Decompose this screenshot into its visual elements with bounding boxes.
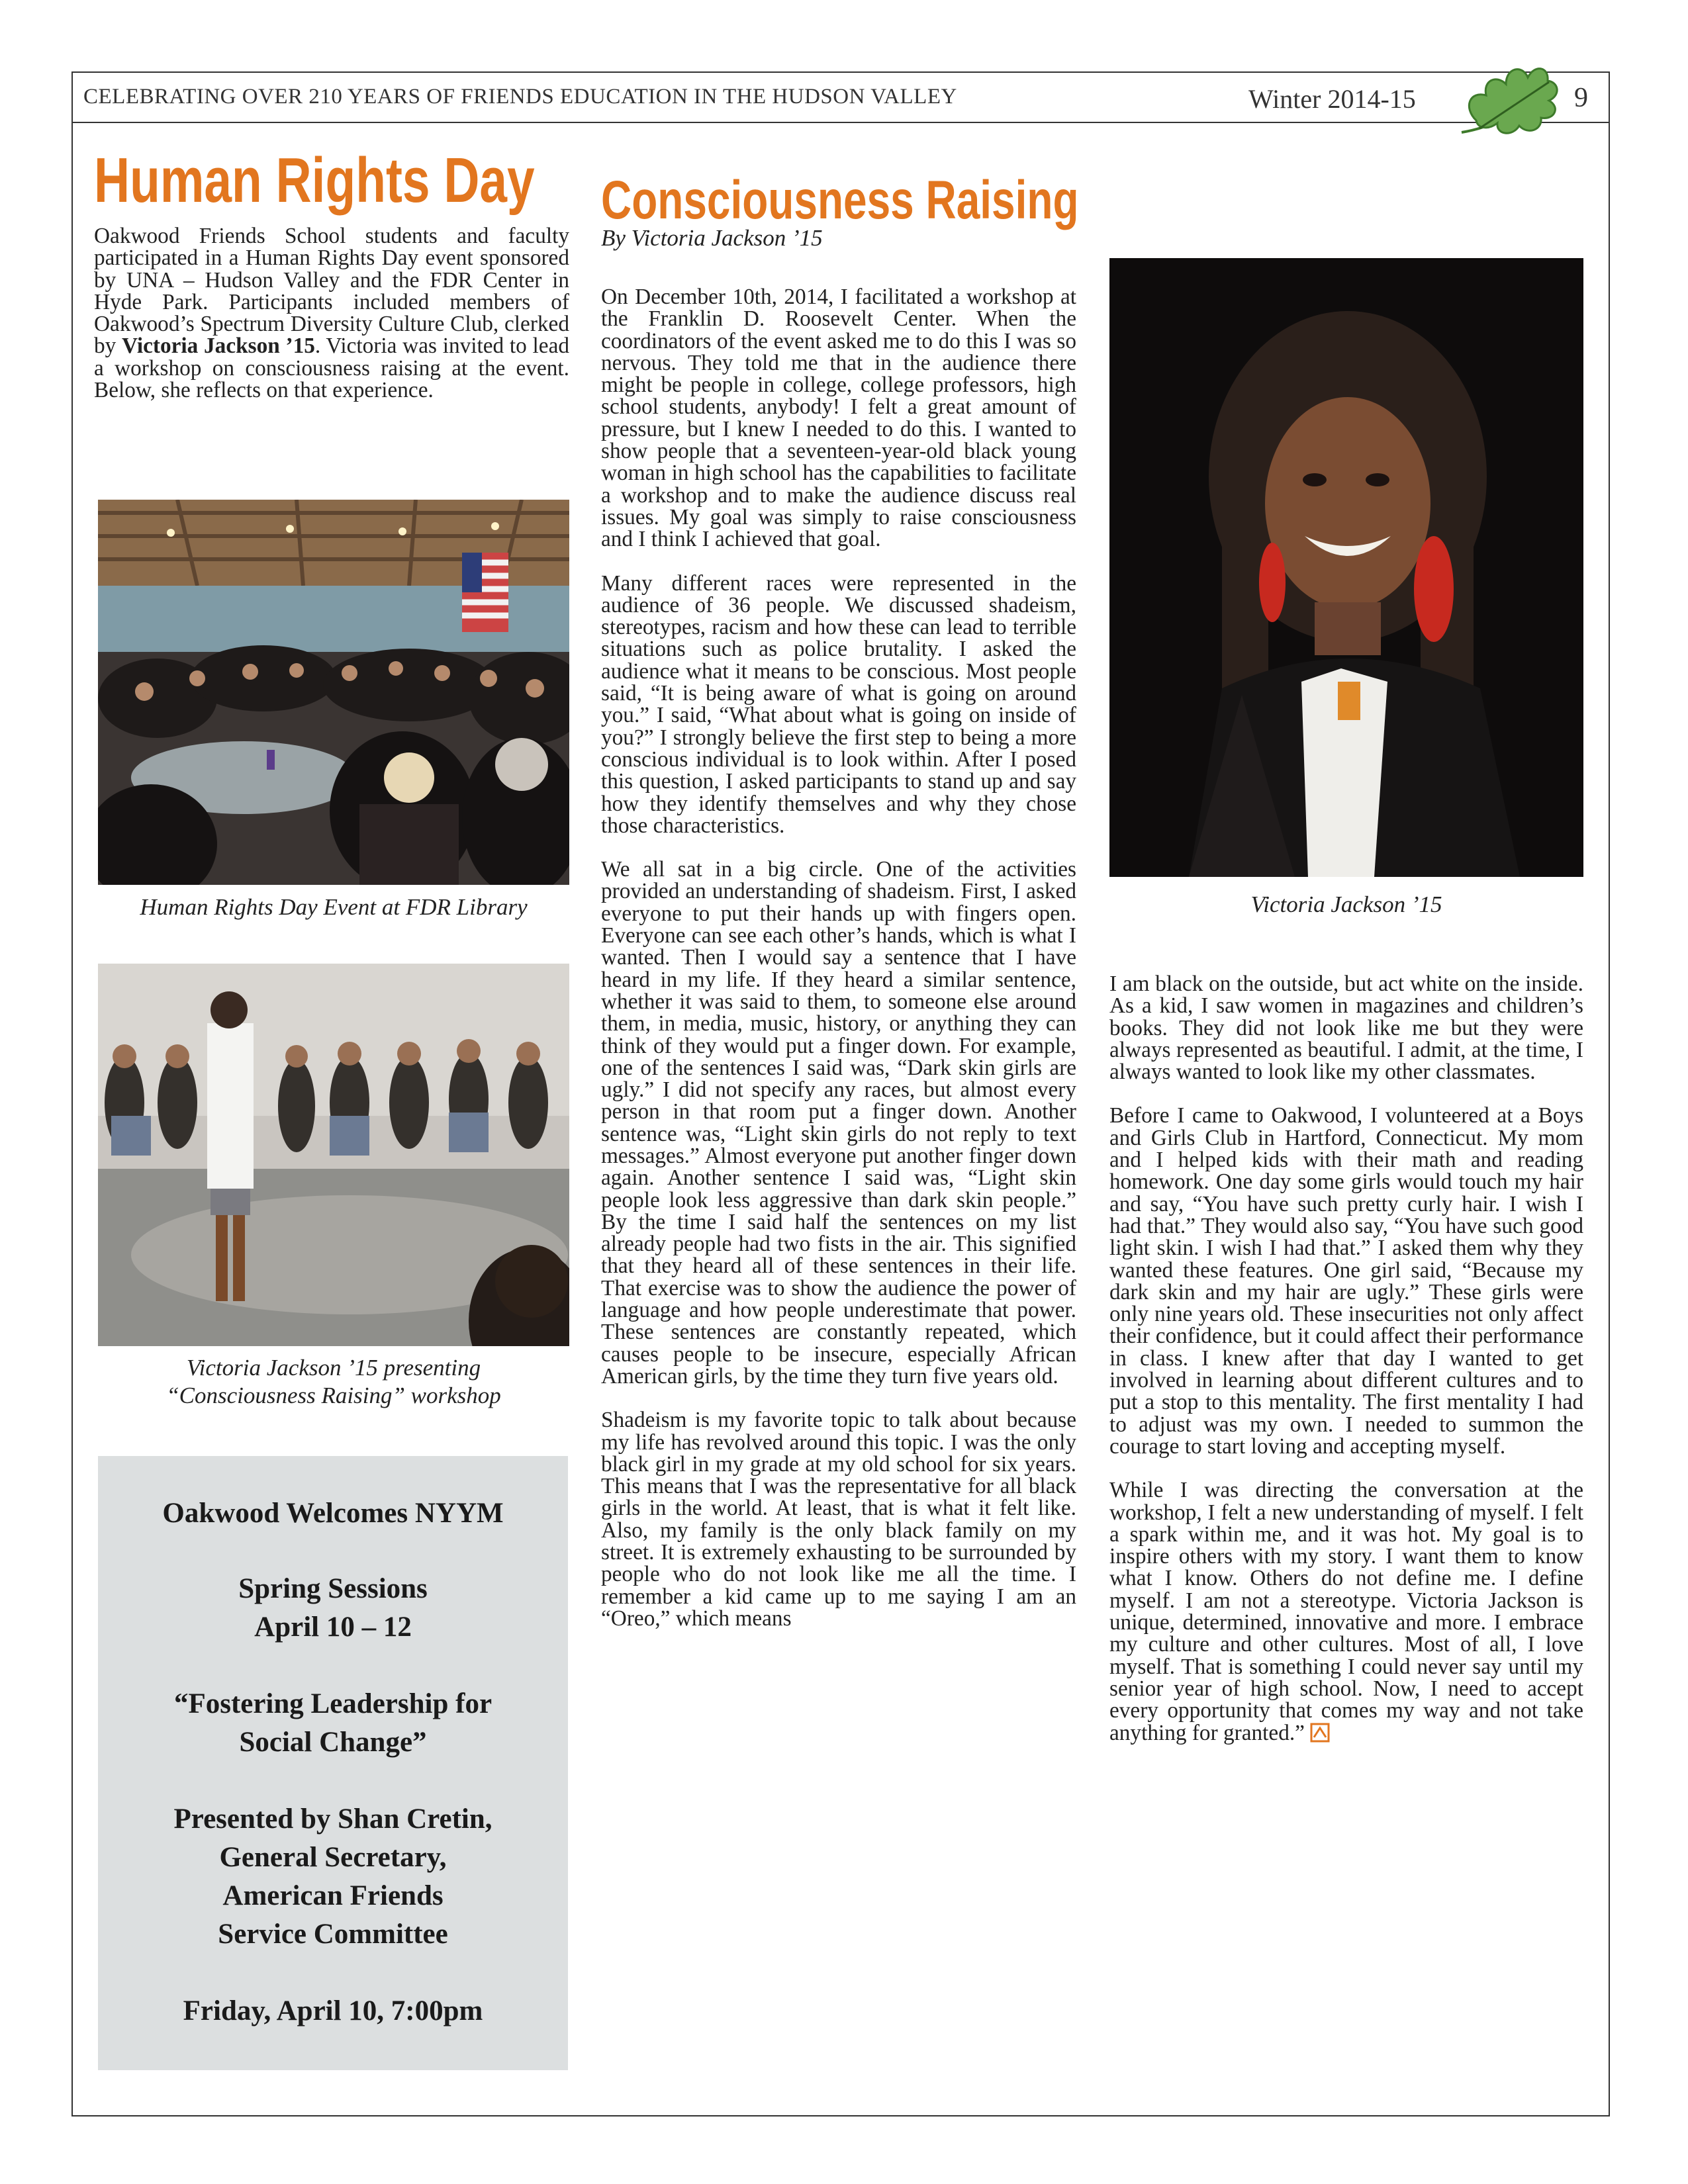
article-paragraph-2: Many different races were represented in the audience of 36 people. We discussed shadeism, stereotypes, racism and how these can lead to terrible situations such as police brutality. I asked the audience what it means to be conscious. Most people said, “It is being aware of what is going on around you.” I said, “What about what is going on inside of you?” I strongly believe the first step to being a more conscious individual is to look within. After I posed this question, I asked participants to stand up and say how they identify themselves and why they chose those characteristics. (601, 570, 1076, 838)
intro-text-b: . Victoria was invited to lead a workshop on consciousness raising at the event. Below, she reflects on that experience. (94, 334, 570, 403)
article-paragraph-6: Before I came to Oakwood, I volunteered at a Boys and Girls Club in Hartford, Connecticut. My mom and I helped kids with their math and reading homework. One day some girls would touch my hair and say, “You have such pretty curly hair. I wish I had that.” They would also say, “You have such good light skin. I wish I had that.” I asked them why they wanted these features. One girl said, “Because my dark skin and my hair are ugly.” These girls were only nine years old. These insecurities not only affect their confidence, but it could affect their performance in class. I knew after that day I wanted to get involved in learning about different cultures and to put a stop to this mentality. The first mentality I had to adjust was my own. I needed to summon the courage to start loving and accepting myself. (1109, 1103, 1583, 1459)
issue-date: Winter 2014-15 (1248, 84, 1416, 114)
event-photo-caption: Human Rights Day Event at FDR Library (140, 894, 528, 920)
workshop-photo (98, 964, 569, 1346)
human-rights-intro (94, 225, 569, 401)
notice-line-4: Social Change” (239, 1727, 427, 1758)
intro-student-name: Victoria Jackson ’15 (122, 334, 315, 359)
workshop-caption-line-2: “Consciousness Raising” workshop (166, 1383, 501, 1408)
running-head: CELEBRATING OVER 210 YEARS OF FRIENDS EDUCATION IN THE HUDSON VALLEY (83, 85, 957, 109)
notice-line-9: Friday, April 10, 7:00pm (183, 1995, 483, 2026)
portrait-caption: Victoria Jackson ’15 (1250, 891, 1442, 917)
notice-line-7: American Friends (222, 1880, 444, 1911)
article-headline: Consciousness Raising (601, 170, 1079, 230)
notice-line-1: Spring Sessions (238, 1573, 428, 1604)
workshop-photo-caption (98, 1354, 569, 1410)
workshop-caption-line-1: Victoria Jackson ’15 presenting (186, 1355, 481, 1381)
notice-line-6: General Secretary, (219, 1842, 447, 1873)
article-paragraph-7-text: While I was directing the conversation at the workshop, I felt a new understanding of myself. I felt a spark within me, and it was hot. My goal is to inspire others with my story. I want them to know what I know. Others do not define me. I define myself. I am not a stereotype. Victoria Jackson is unique, determined, innovative and more. I embrace my culture and other cultures. Most of all, I love myself. That is something I could never say until my senior year of high school. Now, I need to accept every opportunity that comes my way and not take anything for granted.” (1109, 1478, 1583, 1745)
notice-line-2: April 10 – 12 (254, 1612, 412, 1643)
page-number: 9 (1574, 83, 1588, 113)
article-byline: By Victoria Jackson ’15 (601, 225, 823, 251)
notice-line-3: “Fostering Leadership for (173, 1688, 492, 1719)
article-paragraph-1: On December 10th, 2014, I facilitated a workshop at the Franklin D. Roosevelt Center. When the coordinators of the event asked me to do this I was so nervous. They told me that in the audience there might be people in college, college professors, high school students, anybody! I felt a great amount of pressure, but I knew I needed to do this. I wanted to show people that a seventeen-year-old black young woman in high school has the capabilities to facilitate a workshop and to make the audience discuss real issues. My goal was simply to raise consciousness and I think I achieved that goal. (601, 285, 1076, 552)
portrait-photo (1109, 258, 1583, 877)
end-of-article-icon (1310, 1723, 1330, 1743)
human-rights-headline: Human Rights Day (94, 145, 535, 216)
event-audience-photo (98, 500, 569, 885)
oak-leaf-icon (1450, 54, 1569, 140)
article-paragraph-4: Shadeism is my favorite topic to talk about because my life has revolved around this topic. I was the only black girl in my grade at my old school for six years. This means that I was the representative for all black girls in the world. At least, that is what it felt like. Also, my family is the only black family on my street. It is extremely exhausting to be surrounded by people who do not look like me all the time. I remember a kid came up to me saying I am an “Oreo,” which means (601, 1408, 1076, 1631)
article-paragraph-7 (1109, 1479, 1583, 1744)
header-rule (71, 122, 1610, 123)
nyym-announcement-box (98, 1456, 568, 2070)
notice-title: Oakwood Welcomes NYYM (162, 1498, 504, 1529)
article-paragraph-5: I am black on the outside, but act white on the inside. As a kid, I saw women in magazines and children’s books. They did not look like me but they were always represented as beautiful. I admit, at the time, I always wanted to look like my other classmates. (1109, 972, 1583, 1085)
article-column-2 (1109, 973, 1583, 1744)
notice-line-5: Presented by Shan Cretin, (173, 1803, 492, 1835)
article-paragraph-3: We all sat in a big circle. One of the activities provided an understanding of shadeism. First, I asked everyone to put their hands up with fingers open. Everyone can see each other’s hands, which is what I wanted. Then I would say a sentence that I have heard in my life. If they heard a similar sentence, whether it was said to them, to someone else around them, in media, music, history, or anything they can think of they would put a finger down. For example, one of the sentences I said was, “Dark skin girls are ugly.” I did not specify any races, but almost every person in that room put a finger down. Another sentence was, “Light skin girls do not reply to text messages.” Almost everyone put another finger down again. Another sentence I said was, “Light skin people look less aggressive than dark skin people.” By the time I said half the sentences on my list already people had two fists in the air. This signified that they heard all of these sentences in their life. That exercise was to show the audience the power of language and how people underestimate that power. These sentences are constantly repeated, which causes people to be insecure, especially African American girls, by the time they turn five years old. (601, 857, 1076, 1388)
intro-text-a: Oakwood Friends School students and faculty participated in a Human Rights Day event sponsored by UNA – Hudson Valley and the FDR Center in Hyde Park. Participants included members of Oakwood’s Spectrum Diversity Culture Club, clerked by (94, 224, 569, 359)
article-column-1 (601, 286, 1076, 1629)
notice-line-8: Service Committee (218, 1919, 448, 1950)
